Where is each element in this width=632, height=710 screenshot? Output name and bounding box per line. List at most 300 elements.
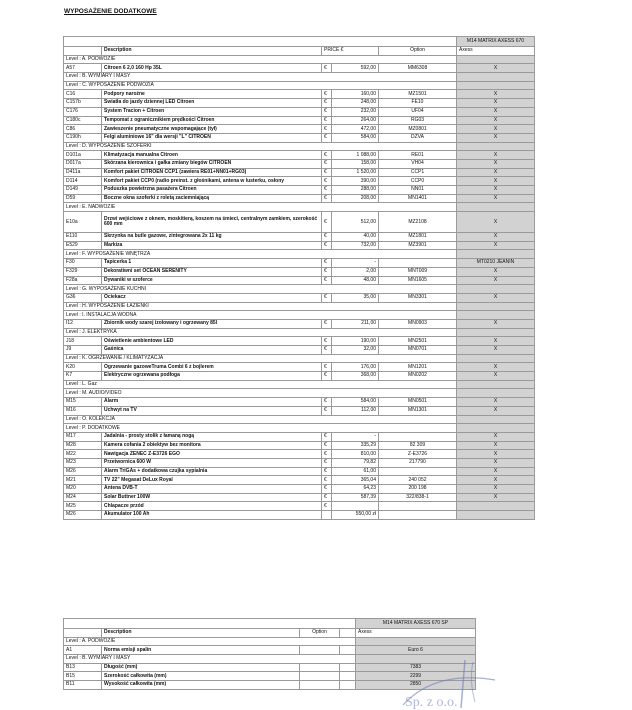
item-price: 208,00 xyxy=(332,194,379,203)
shade-cell xyxy=(457,203,535,212)
item-code: B13 xyxy=(64,663,102,672)
item-code: C180c xyxy=(64,116,102,125)
item-price: 48,00 xyxy=(332,276,379,285)
item-description: Komfort pakiet CITROEN CCP1 (zawiera RE01+NN01+RG03) xyxy=(102,168,322,177)
item-description: Alarm xyxy=(102,398,322,407)
level-label: Level : M. AUDIO/VIDEO xyxy=(64,389,457,398)
option-code xyxy=(379,467,457,476)
currency: € xyxy=(322,186,332,195)
variant-header: Axess xyxy=(457,47,535,56)
currency xyxy=(322,511,332,520)
shade-cell xyxy=(457,73,535,82)
item-description: Światła do jazdy dziennej LED Citroen xyxy=(102,99,322,108)
blank-cell xyxy=(340,672,356,681)
item-code: I12 xyxy=(64,319,102,328)
table-row xyxy=(64,267,535,276)
included-mark: X xyxy=(457,151,535,160)
option-code: FE10 xyxy=(379,99,457,108)
item-price: 232,00 xyxy=(332,107,379,116)
currency: € xyxy=(322,64,332,73)
table-row xyxy=(64,493,535,502)
option-code: MN0701 xyxy=(379,346,457,355)
currency: € xyxy=(322,177,332,186)
item-code: E10a xyxy=(64,212,102,233)
item-code: F28a xyxy=(64,276,102,285)
item-price: 587,39 xyxy=(332,493,379,502)
item-description: Tempomat z ogranicznikiem prędkości Citroen xyxy=(102,116,322,125)
currency: € xyxy=(322,276,332,285)
currency: € xyxy=(322,337,332,346)
included-mark: X xyxy=(457,441,535,450)
included-mark: X xyxy=(457,458,535,467)
level-label: Level : C. WYPOSAŻENIE PODWOZIA xyxy=(64,81,457,90)
option-code: MN3301 xyxy=(379,293,457,302)
included-mark: X xyxy=(457,267,535,276)
item-description: Elektryczne ogrzewana podłoga xyxy=(102,372,322,381)
table-row xyxy=(64,672,476,681)
item-code: G36 xyxy=(64,293,102,302)
spec-value: 2850 xyxy=(356,681,476,690)
item-price: 190,00 xyxy=(332,337,379,346)
shade-cell xyxy=(457,389,535,398)
shade-cell xyxy=(457,285,535,294)
item-description: Citroen 6 2,0 160 Hp 35L xyxy=(102,64,322,73)
currency: € xyxy=(322,151,332,160)
level-row xyxy=(64,302,535,311)
currency: € xyxy=(322,502,332,511)
item-price: 112,00 xyxy=(332,406,379,415)
level-row xyxy=(64,55,535,64)
included-mark: X xyxy=(457,133,535,142)
item-code: M20 xyxy=(64,485,102,494)
currency: € xyxy=(322,346,332,355)
level-row xyxy=(64,424,535,433)
option-code: MNT009 xyxy=(379,267,457,276)
table-row xyxy=(64,293,535,302)
item-description: Ogrzewanie gazoweTruma Combi 6 z bojlerem xyxy=(102,363,322,372)
level-label: Level : A. PODWOZIE xyxy=(64,55,457,64)
table-row xyxy=(64,194,535,203)
table-row xyxy=(64,458,535,467)
table-row xyxy=(64,346,535,355)
option-code xyxy=(379,259,457,268)
option-code: Z-E3726 xyxy=(379,450,457,459)
item-description: Długość (mm) xyxy=(102,663,300,672)
included-mark: X xyxy=(457,177,535,186)
item-description: Norma emisji spalin xyxy=(102,646,300,655)
item-description: Jadalnia - prosty stolik z łamaną nogą xyxy=(102,432,322,441)
item-price: - xyxy=(332,432,379,441)
item-code: J9 xyxy=(64,346,102,355)
shade-cell xyxy=(457,380,535,389)
item-code: M26 xyxy=(64,511,102,520)
item-description: Alarm TriGAs + dodatkowa czujka sypialnia xyxy=(102,467,322,476)
level-row xyxy=(64,655,476,664)
item-description: Przetwornica 600 W xyxy=(102,458,322,467)
item-code: D017a xyxy=(64,159,102,168)
currency: € xyxy=(322,107,332,116)
item-code: B11 xyxy=(64,681,102,690)
level-label: Level : B. WYMIARY I MASY xyxy=(64,655,356,664)
level-label: Level : J. ELEKTRYKA xyxy=(64,328,457,337)
item-description: Ociekacz xyxy=(102,293,322,302)
level-label: Level : P. DODATKOWE xyxy=(64,424,457,433)
table-row xyxy=(64,133,535,142)
option-code: MM6308 xyxy=(379,64,457,73)
shade-cell xyxy=(457,424,535,433)
option-code: RG03 xyxy=(379,116,457,125)
item-description: Skrzynka na butle gazowe, zintegrowana 2x 11 kg xyxy=(102,233,322,242)
column-header-option: Option xyxy=(379,47,457,56)
item-code: B15 xyxy=(64,672,102,681)
option-code: CCP0 xyxy=(379,177,457,186)
included-mark: X xyxy=(457,168,535,177)
item-description: Zawieszenie pneumatyczne wspomagające (tył) xyxy=(102,125,322,134)
level-label: Level : I. INSTALACJA WODNA xyxy=(64,311,457,320)
included-mark: X xyxy=(457,432,535,441)
option-code: MN0501 xyxy=(379,398,457,407)
item-code: M17 xyxy=(64,432,102,441)
item-code: F30 xyxy=(64,259,102,268)
item-description: Drzwi wejściowe z oknem, moskitierą, koszem na śmieci, centralnym zamkiem, szerokość 600 mm xyxy=(102,212,322,233)
option-code: MZ2108 xyxy=(379,212,457,233)
currency: € xyxy=(322,441,332,450)
option-code: MN1605 xyxy=(379,276,457,285)
item-description: Felgi aluminiowe 16" dla wersji "L" CITROEN xyxy=(102,133,322,142)
shade-cell xyxy=(457,328,535,337)
table-row xyxy=(64,159,535,168)
item-code: C86 xyxy=(64,125,102,134)
option-code: MZ0801 xyxy=(379,125,457,134)
option-code: MZ3901 xyxy=(379,241,457,250)
table-row xyxy=(64,107,535,116)
blank-cell xyxy=(340,663,356,672)
shade-cell xyxy=(457,81,535,90)
options-table xyxy=(63,36,535,520)
included-mark: X xyxy=(457,293,535,302)
level-row xyxy=(64,142,535,151)
currency: € xyxy=(322,485,332,494)
blank-cell xyxy=(64,629,102,638)
table-row xyxy=(64,663,476,672)
option-code: VH04 xyxy=(379,159,457,168)
currency: € xyxy=(322,90,332,99)
table-row xyxy=(64,259,535,268)
currency: € xyxy=(322,133,332,142)
item-description: Antena DVB-T xyxy=(102,485,322,494)
item-code: F329 xyxy=(64,267,102,276)
table-row xyxy=(64,177,535,186)
included-mark: X xyxy=(457,319,535,328)
item-price: 32,00 xyxy=(332,346,379,355)
option-code: UF04 xyxy=(379,107,457,116)
shade-cell xyxy=(457,415,535,424)
included-mark: X xyxy=(457,406,535,415)
item-price: 40,00 xyxy=(332,233,379,242)
level-row xyxy=(64,354,535,363)
item-description: Chlapacze przód xyxy=(102,502,322,511)
currency: € xyxy=(322,467,332,476)
shade-cell xyxy=(356,655,476,664)
option-code: 240 052 xyxy=(379,476,457,485)
included-mark: X xyxy=(457,64,535,73)
level-label: Level : K. OGRZEWANIE / KLIMATYZACJA xyxy=(64,354,457,363)
item-code: D114 xyxy=(64,177,102,186)
level-row xyxy=(64,328,535,337)
item-description: TV 22" Megasat DeLux Royal xyxy=(102,476,322,485)
item-code: K20 xyxy=(64,363,102,372)
level-row xyxy=(64,250,535,259)
table-row xyxy=(64,511,535,520)
included-mark: X xyxy=(457,476,535,485)
currency: € xyxy=(322,159,332,168)
shade-cell xyxy=(457,302,535,311)
option-code: 322/838-1 xyxy=(379,493,457,502)
currency: € xyxy=(322,194,332,203)
shade-cell xyxy=(457,55,535,64)
level-row xyxy=(64,285,535,294)
level-row xyxy=(64,73,535,82)
item-price: 512,00 xyxy=(332,212,379,233)
item-description: Nawigacja ZENEC Z-E3726 EGO xyxy=(102,450,322,459)
stamp-text: Sp. z o.o. xyxy=(405,695,458,710)
item-description: Boczne okna szoferki z roletą zaciemniającą xyxy=(102,194,322,203)
table-row xyxy=(64,90,535,99)
level-row xyxy=(64,389,535,398)
included-mark: X xyxy=(457,241,535,250)
level-label: Level : D. WYPOSAŻENIE SZOFERKI xyxy=(64,142,457,151)
item-description: Klimatyzacja manualna Citroen xyxy=(102,151,322,160)
item-price: 1 520,00 xyxy=(332,168,379,177)
option-code xyxy=(379,432,457,441)
item-description: Uchwyt na TV xyxy=(102,406,322,415)
table-row xyxy=(64,233,535,242)
item-description: Oświetlenie ambientowe LED xyxy=(102,337,322,346)
item-code: C157b xyxy=(64,99,102,108)
included-mark: X xyxy=(457,233,535,242)
option-code: 217790 xyxy=(379,458,457,467)
table-row xyxy=(64,441,535,450)
model-header: M14 MATRIX AXESS 670 xyxy=(457,37,535,47)
option-code xyxy=(300,646,340,655)
item-code: D101a xyxy=(64,151,102,160)
item-code: M15 xyxy=(64,398,102,407)
item-price: 550,00 zł xyxy=(332,511,379,520)
option-code: DZVA xyxy=(379,133,457,142)
currency: € xyxy=(322,476,332,485)
level-label: Level : E. NADWOZIE xyxy=(64,203,457,212)
item-code: M22 xyxy=(64,450,102,459)
blank-cell xyxy=(340,681,356,690)
option-code: MN0202 xyxy=(379,372,457,381)
item-description: Dekoratiwni set OCEAN SERENITY xyxy=(102,267,322,276)
page-title: WYPOSAŻENIE DODATKOWE xyxy=(64,8,157,15)
variant-header: Axess xyxy=(356,629,476,638)
option-code: MN1201 xyxy=(379,363,457,372)
table-row xyxy=(64,450,535,459)
item-price: 64,23 xyxy=(332,485,379,494)
currency: € xyxy=(322,450,332,459)
currency: € xyxy=(322,267,332,276)
shade-cell xyxy=(457,250,535,259)
currency: € xyxy=(322,398,332,407)
item-price: 211,00 xyxy=(332,319,379,328)
included-mark: X xyxy=(457,159,535,168)
item-price: 365,04 xyxy=(332,476,379,485)
item-code: M23 xyxy=(64,458,102,467)
table-row xyxy=(64,337,535,346)
item-price xyxy=(332,502,379,511)
item-code: C16 xyxy=(64,90,102,99)
currency: € xyxy=(322,432,332,441)
option-code xyxy=(379,511,457,520)
level-row xyxy=(64,81,535,90)
level-label: Level : O. KOLEKCJA xyxy=(64,415,457,424)
option-code: 200 198 xyxy=(379,485,457,494)
column-header-description: Description xyxy=(102,629,300,638)
table-row xyxy=(64,432,535,441)
table-row xyxy=(64,64,535,73)
included-mark: X xyxy=(457,212,535,233)
included-mark: X xyxy=(457,276,535,285)
item-price: 264,00 xyxy=(332,116,379,125)
level-row xyxy=(64,311,535,320)
item-code: M16 xyxy=(64,406,102,415)
table-row xyxy=(64,485,535,494)
item-price: 390,00 xyxy=(332,177,379,186)
column-header-option: Option xyxy=(300,629,340,638)
item-code: M24 xyxy=(64,493,102,502)
level-row xyxy=(64,203,535,212)
level-label: Level : B. WYMIARY I MASY xyxy=(64,73,457,82)
table-row xyxy=(64,372,535,381)
spec-value: 2299 xyxy=(356,672,476,681)
table-row xyxy=(64,502,535,511)
included-mark: X xyxy=(457,107,535,116)
table-row xyxy=(64,319,535,328)
item-description: Tapicerka 1 xyxy=(102,259,322,268)
option-code: MN2501 xyxy=(379,337,457,346)
currency: € xyxy=(322,116,332,125)
currency: € xyxy=(322,212,332,233)
blank-cell xyxy=(340,646,356,655)
table-row xyxy=(64,125,535,134)
included-mark xyxy=(457,502,535,511)
item-price: 160,00 xyxy=(332,90,379,99)
table-row xyxy=(64,186,535,195)
table-row xyxy=(64,398,535,407)
level-label: Level : H. WYPOSAŻENIE ŁAZIENKI xyxy=(64,302,457,311)
item-price: 472,00 xyxy=(332,125,379,134)
option-code: MZ1501 xyxy=(379,90,457,99)
currency: € xyxy=(322,319,332,328)
item-description: System Tracion + Citroen xyxy=(102,107,322,116)
column-header-price: PRICE € xyxy=(322,47,379,56)
option-code xyxy=(300,681,340,690)
item-price: 335,29 xyxy=(332,441,379,450)
item-description: Wysokość całkowita (mm) xyxy=(102,681,300,690)
shade-cell xyxy=(457,142,535,151)
table-row xyxy=(64,99,535,108)
item-code: J18 xyxy=(64,337,102,346)
currency: € xyxy=(322,241,332,250)
level-label: Level : F. WYPOSAŻENIE WNĘTRZA xyxy=(64,250,457,259)
item-code: A1 xyxy=(64,646,102,655)
included-mark: X xyxy=(457,116,535,125)
item-code: C190h xyxy=(64,133,102,142)
table-row xyxy=(64,476,535,485)
item-price: 368,00 xyxy=(332,372,379,381)
option-code: MN0903 xyxy=(379,319,457,328)
item-price: 810,00 xyxy=(332,450,379,459)
table-row xyxy=(64,276,535,285)
currency: € xyxy=(322,406,332,415)
spec-value: Euro 6 xyxy=(356,646,476,655)
item-price: 288,00 xyxy=(332,186,379,195)
option-code: MN1401 xyxy=(379,194,457,203)
table-row xyxy=(64,467,535,476)
currency: € xyxy=(322,99,332,108)
item-code: D149 xyxy=(64,186,102,195)
item-price: - xyxy=(332,259,379,268)
item-code: D59 xyxy=(64,194,102,203)
item-price: 79,82 xyxy=(332,458,379,467)
item-price: 732,00 xyxy=(332,241,379,250)
item-description: Podpory narożne xyxy=(102,90,322,99)
item-price: 35,00 xyxy=(332,293,379,302)
spec-value: 7383 xyxy=(356,663,476,672)
option-code xyxy=(379,502,457,511)
included-mark: X xyxy=(457,450,535,459)
currency: € xyxy=(322,168,332,177)
table-row xyxy=(64,241,535,250)
included-mark: X xyxy=(457,467,535,476)
blank-cell xyxy=(340,629,356,638)
column-header-description: Description xyxy=(102,47,322,56)
specs-table xyxy=(63,618,476,690)
item-price: 1 088,00 xyxy=(332,151,379,160)
level-label: Level : L. Gaz xyxy=(64,380,457,389)
table-row xyxy=(64,681,476,690)
item-description: Komfort pakiet CCP0 (radio preinst. z głośnikami, antena w lusterku, osłony xyxy=(102,177,322,186)
included-mark: X xyxy=(457,125,535,134)
table-row xyxy=(64,406,535,415)
item-description: Markiza xyxy=(102,241,322,250)
item-code: A57 xyxy=(64,64,102,73)
item-description: Akumulator 100 Ah xyxy=(102,511,322,520)
level-row xyxy=(64,415,535,424)
included-mark: X xyxy=(457,90,535,99)
option-code: MN1301 xyxy=(379,406,457,415)
item-description: Dywaniki w szoferce xyxy=(102,276,322,285)
item-code: M28 xyxy=(64,441,102,450)
included-mark: X xyxy=(457,372,535,381)
currency: € xyxy=(322,293,332,302)
item-description: Kamera cofania 2 obiektyw bez monitora xyxy=(102,441,322,450)
item-price: 158,00 xyxy=(332,159,379,168)
option-code: MZ1801 xyxy=(379,233,457,242)
level-row xyxy=(64,637,476,646)
item-description: Poduszka powietrzna pasażera Citroen xyxy=(102,186,322,195)
item-code: K7 xyxy=(64,372,102,381)
table-row xyxy=(64,168,535,177)
included-mark: X xyxy=(457,493,535,502)
level-label: Level : G. WYPOSAŻENIE KUCHNI xyxy=(64,285,457,294)
table-row xyxy=(64,116,535,125)
currency: € xyxy=(322,372,332,381)
item-price: 584,00 xyxy=(332,398,379,407)
table-row xyxy=(64,646,476,655)
